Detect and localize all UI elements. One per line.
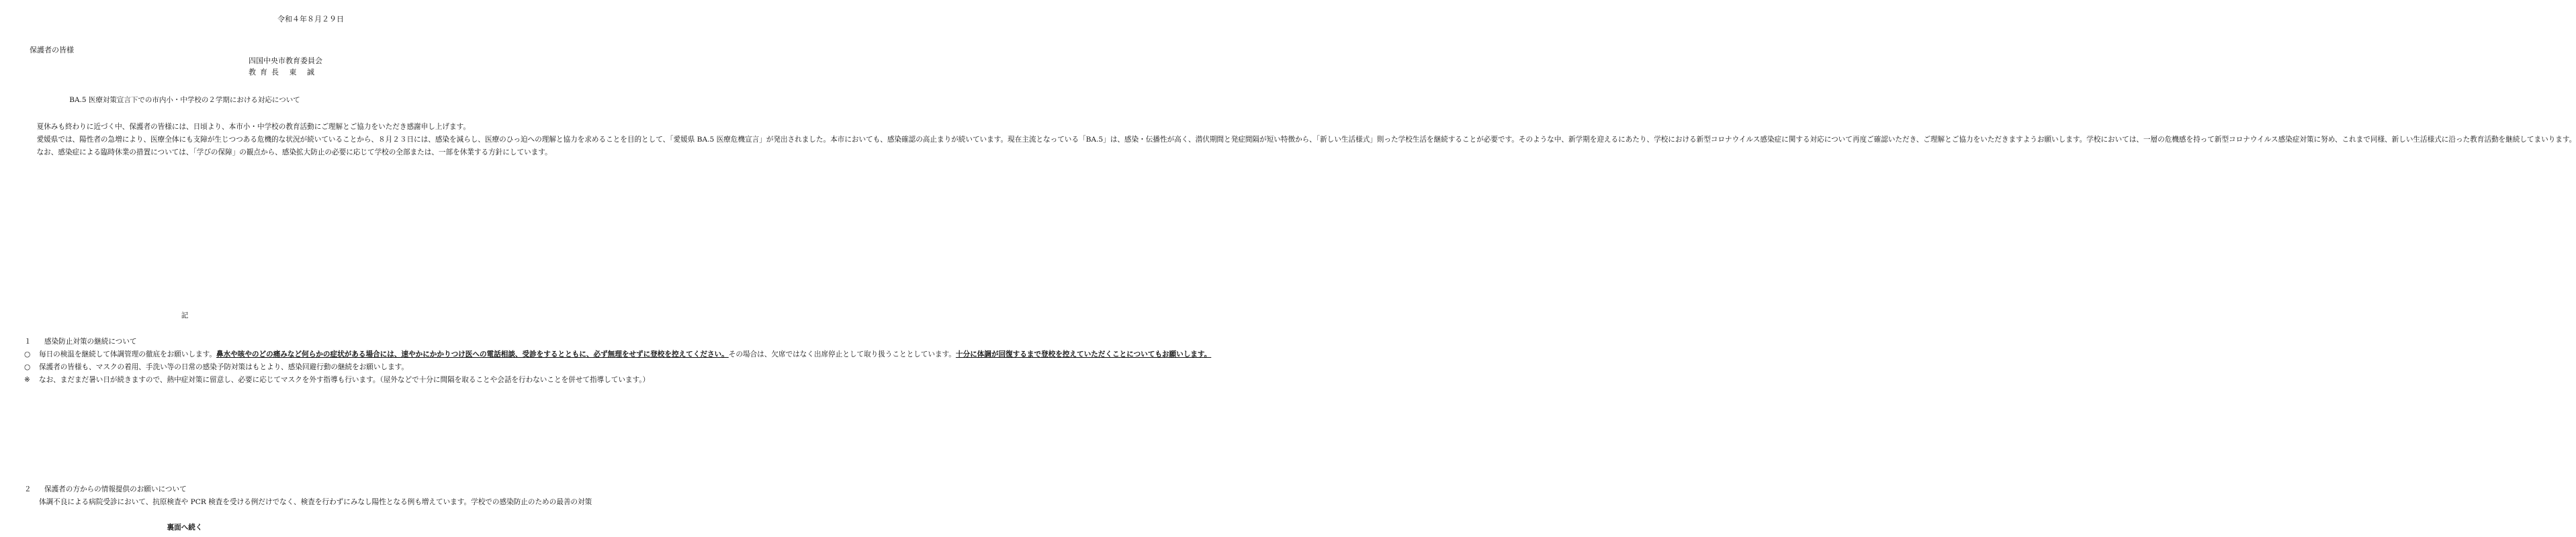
list-item: [24, 361, 409, 374]
section-1-heading: [24, 336, 347, 348]
section-1: [24, 336, 1212, 387]
list-item-text: [39, 348, 1211, 361]
paragraph-greeting: 夏休みも終わりに近づく中、保護者の皆様には、日頃より、本市小・中学校の教育活動にご理解とご協力をいただき感謝申し上げます。: [36, 123, 470, 131]
section-1-title: 感染防止対策の継続について: [44, 338, 137, 346]
item-text-emphasis: 十分に体調が回復するまで登校を控えていただくことについてもお願いします。: [955, 350, 1212, 358]
sender-name: 教育長 東 誠: [249, 68, 318, 77]
item-text-plain: その場合は、欠席ではなく出席停止として取り扱うこととしています。: [728, 350, 956, 358]
list-item-text: なお、まだまだ暑い日が続きますので、熱中症対策に留意し、必要に応じてマスクを外す指導も行います。（屋外などで十分に間隔を取ることや会話を行わないことを併せて指導しています。）: [39, 376, 650, 384]
section-2-heading: [24, 483, 347, 496]
body-text: [30, 121, 2576, 159]
item-text-emphasis: 鼻水や咳やのどの痛みなど何らかの症状がある場合には、速やかにかかりつけ医への電話相談、受診をするとともに、必ず無理をせずに登校を控えてください。: [216, 350, 729, 358]
sender-organization: 四国中央市教育委員会: [249, 56, 322, 65]
section-2-number: ２: [24, 485, 32, 493]
list-item: [24, 374, 650, 387]
section-2: [24, 483, 592, 509]
ki-marker: 記: [181, 311, 189, 320]
circle-bullet-icon: ○: [24, 363, 31, 371]
section-1-number: １: [24, 338, 32, 346]
list-item-text: 保護者の皆様も、マスクの着用、手洗い等の日常の感染予防対策はもとより、感染回避行動の継続をお願いします。: [39, 363, 409, 371]
issue-date: 令和４年８月２９日: [277, 15, 344, 23]
section-2-title: 保護者の方からの情報提供のお願いについて: [44, 485, 187, 493]
section-2-text: 体調不良による病院受診において、抗原検査や PCR 検査を受ける例だけでなく、検査を行わずにみなし陽性となる例も増えています。学校での感染防止のための最善の対策: [39, 498, 592, 506]
paragraph-closure-policy: なお、感染症による臨時休業の措置については、「学びの保障」の観点から、感染拡大防止の必要に応じて学校の全部または、一部を休業する方針にしています。: [36, 148, 552, 156]
list-item: [24, 348, 1212, 361]
asterisk-note-icon: ※: [24, 376, 30, 384]
addressee: 保護者の皆様: [30, 46, 74, 54]
document-title: BA.5 医療対策宣言下での市内小・中学校の２学期における対応について: [69, 96, 300, 104]
paragraph-situation: 愛媛県では、陽性者の急増により、医療全体にも支障が生じつつある危機的な状況が続いていることから、８月２３日には、感染を減らし、医療のひっ迫への理解と協力を求めることを目的として、「愛媛県 BA.5 医療危機宣言」が発出されました。本市においても、感染確認の高止まりが続いています。現在主流となっている「BA.5」は、感染・伝播性が高く、潜伏期間と発症間隔が短い特徴から、「新しい生活様式」則った学校生活を継続することが必要です。そのような中、新学期を迎えるにあたり、学校における新型コロナウイルス感染症に関する対応について再度ご確認いただき、ご理解とご協力をいただきますようお願いします。学校においては、一層の危機感を持って新型コロナウイルス感染症対策に努め、これまで同様、新しい生活様式に沿った教育活動を継続してまいります。: [36, 136, 2576, 144]
continued-on-back: 裏面へ続く: [167, 524, 203, 532]
item-text-plain: 毎日の検温を継続して体調管理の徹底をお願いします。: [39, 350, 216, 358]
circle-bullet-icon: ○: [24, 350, 31, 358]
